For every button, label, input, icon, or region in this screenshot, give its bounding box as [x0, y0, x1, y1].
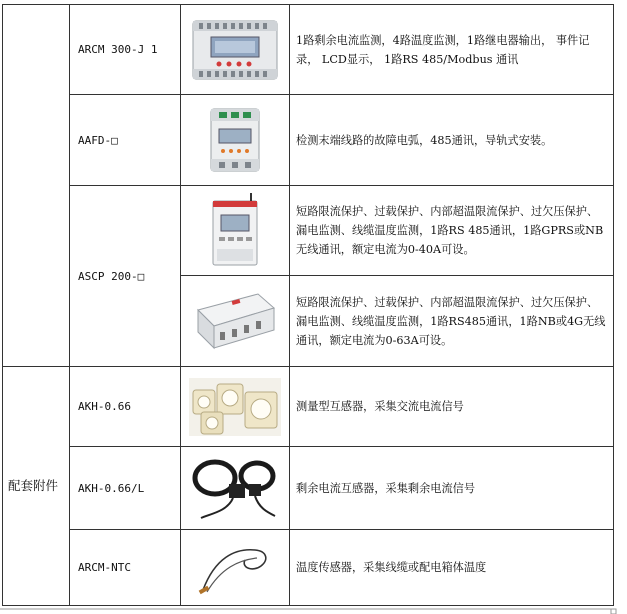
din-rail-protector-image — [192, 286, 278, 356]
product-image-cell — [181, 447, 290, 530]
product-image-cell — [181, 186, 290, 276]
current-transformer-image — [187, 376, 283, 438]
wireless-protector-image — [205, 191, 265, 271]
residual-current-transformer-image — [187, 454, 283, 522]
description-cell: 短路限流保护、过载保护、内部超温限流保护、过欠压保护、漏电监测、线缆温度监测，1路RS485通讯，1路NB或4G无线通讯，额定电流为0-63A可设。 — [290, 276, 614, 367]
product-image-cell — [181, 95, 290, 186]
category-cell-main — [3, 5, 70, 367]
product-spec-table — [2, 4, 614, 606]
description-cell: 温度传感器，采集线缆或配电箱体温度 — [290, 530, 614, 606]
description-cell: 剩余电流互感器，采集剩余电流信号 — [290, 447, 614, 530]
page-corner-mark — [0, 608, 627, 614]
model-cell: ARCM-NTC — [70, 530, 181, 606]
model-cell: ASCP 200-□ — [70, 186, 181, 367]
model-cell: AKH-0.66 — [70, 367, 181, 447]
table-row — [3, 530, 614, 606]
model-cell: ARCM 300-J 1 — [70, 5, 181, 95]
temperature-sensor-image — [195, 538, 275, 598]
product-image-cell — [181, 5, 290, 95]
product-image-cell — [181, 530, 290, 606]
product-image-cell — [181, 276, 290, 367]
model-cell: AKH-0.66/L — [70, 447, 181, 530]
product-image-cell — [181, 367, 290, 447]
table-row — [3, 5, 614, 95]
description-cell: 检测末端线路的故障电弧，485通讯，导轨式安装。 — [290, 95, 614, 186]
table-row — [3, 95, 614, 186]
din-rail-monitor-image — [189, 17, 281, 83]
table-row — [3, 367, 614, 447]
table-row — [3, 447, 614, 530]
table-row — [3, 186, 614, 276]
arc-fault-detector-image — [205, 105, 265, 175]
description-cell: 短路限流保护、过载保护、内部超温限流保护、过欠压保护、漏电监测、线缆温度监测，1路RS 485通讯，1路GPRS或NB无线通讯，额定电流为0-40A可设。 — [290, 186, 614, 276]
description-cell: 1路剩余电流监测，4路温度监测，1路继电器输出， 事件记录， LCD显示， 1路RS 485/Modbus 通讯 — [290, 5, 614, 95]
model-cell: AAFD-□ — [70, 95, 181, 186]
description-cell: 测量型互感器，采集交流电流信号 — [290, 367, 614, 447]
category-cell-accessories: 配套附件 — [3, 367, 70, 606]
